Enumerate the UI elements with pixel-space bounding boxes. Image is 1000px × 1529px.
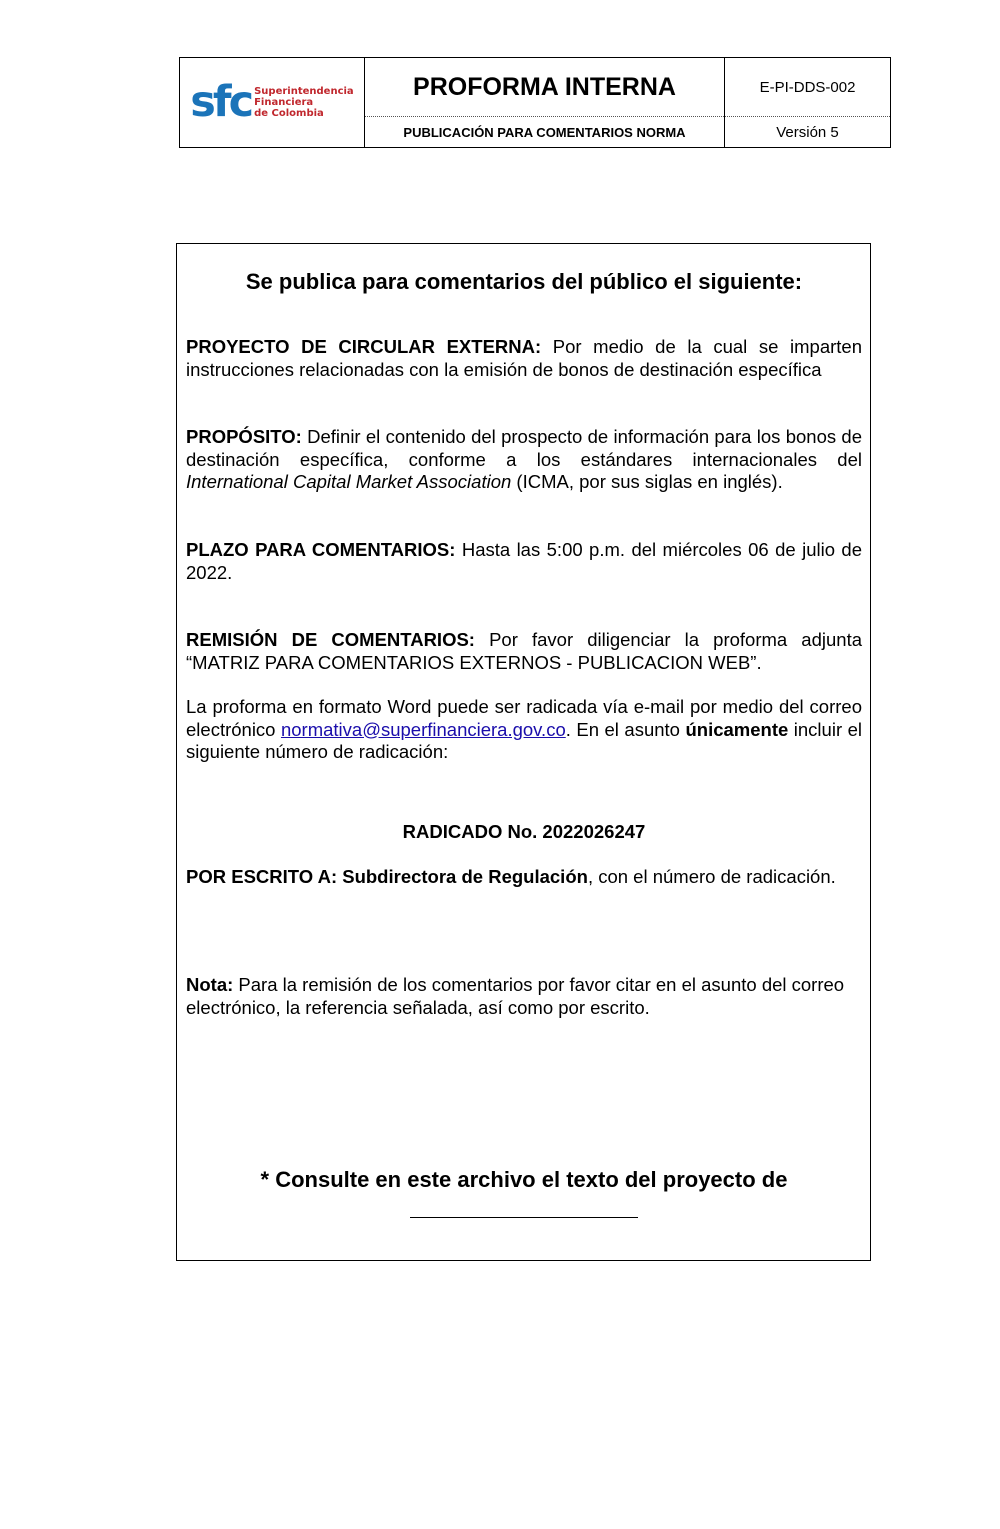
document-code: E-PI-DDS-002 — [759, 78, 856, 96]
header-meta-cell — [725, 58, 890, 147]
written-label: POR ESCRITO A: Subdirectora de Regulación — [186, 866, 588, 887]
written-text: , con el número de radicación. — [587, 866, 836, 887]
deadline-text: Hasta las 5:00 p.m. del miércoles 06 de julio de 2022. — [186, 539, 862, 583]
publication-heading: Se publica para comentarios del público el siguiente: — [245, 269, 803, 294]
signature-rule — [410, 1217, 638, 1218]
word-bold: únicamente — [685, 718, 789, 740]
logo-cell — [180, 58, 365, 147]
purpose-label: PROPÓSITO: — [186, 426, 302, 447]
sfc-logo — [190, 77, 354, 127]
remission-label: REMISIÓN DE COMENTARIOS: — [186, 629, 475, 650]
logo-name-line-3: de Colombia — [254, 108, 324, 119]
logo-name — [254, 86, 354, 119]
note-label: Nota: — [186, 974, 234, 995]
project-paragraph — [186, 336, 862, 381]
note-paragraph — [186, 974, 862, 1019]
email-link[interactable]: normativa@superfinanciera.gov.co — [280, 718, 566, 740]
purpose-text-1: Definir el contenido del prospecto de información para los bonos de destinación específica, conforme a los estándares internacionales del — [186, 426, 862, 470]
deadline-label: PLAZO PARA COMENTARIOS: — [186, 539, 456, 560]
deadline-paragraph — [186, 539, 862, 584]
project-text: Por medio de la cual se imparten instrucciones relacionadas con la emisión de bonos de destinación específica — [186, 336, 863, 380]
word-text-1: La proforma en formato Word puede ser radicada vía e-mail por medio del correo electrónico — [186, 696, 862, 740]
remission-paragraph — [186, 629, 862, 674]
footer-consult-text: * Consulte en este archivo el texto del proyecto de — [260, 1167, 788, 1192]
document-title: PROFORMA INTERNA — [413, 72, 676, 101]
project-label: PROYECTO DE CIRCULAR EXTERNA: — [186, 336, 542, 357]
logo-name-line-2: Financiera — [254, 97, 314, 108]
publication-box — [176, 243, 871, 1261]
header-title-cell — [365, 58, 725, 147]
word-text-2: . En el asunto — [565, 718, 686, 740]
document-version: Versión 5 — [776, 123, 839, 141]
purpose-paragraph — [186, 426, 862, 494]
purpose-text-2: (ICMA, por sus siglas en inglés). — [511, 471, 783, 492]
logo-mark: sfc — [190, 77, 252, 127]
word-text-3: incluir el siguiente número de radicación: — [186, 718, 862, 762]
document-header — [179, 57, 891, 148]
document-subtitle: PUBLICACIÓN PARA COMENTARIOS NORMA — [403, 124, 686, 140]
logo-name-line-1: Superintendencia — [254, 86, 354, 97]
written-paragraph — [186, 866, 862, 889]
radicado-number: RADICADO No. 2022026247 — [402, 821, 646, 842]
note-text: Para la remisión de los comentarios por favor citar en el asunto del correo electrónico, la referencia señalada, así como por escrito. — [186, 974, 845, 1018]
purpose-italic: International Capital Market Association — [186, 471, 512, 492]
remission-text: Por favor diligenciar la proforma adjunta “MATRIZ PARA COMENTARIOS EXTERNOS - PUBLICACION WEB”. — [186, 629, 862, 673]
word-format-paragraph — [186, 696, 862, 764]
